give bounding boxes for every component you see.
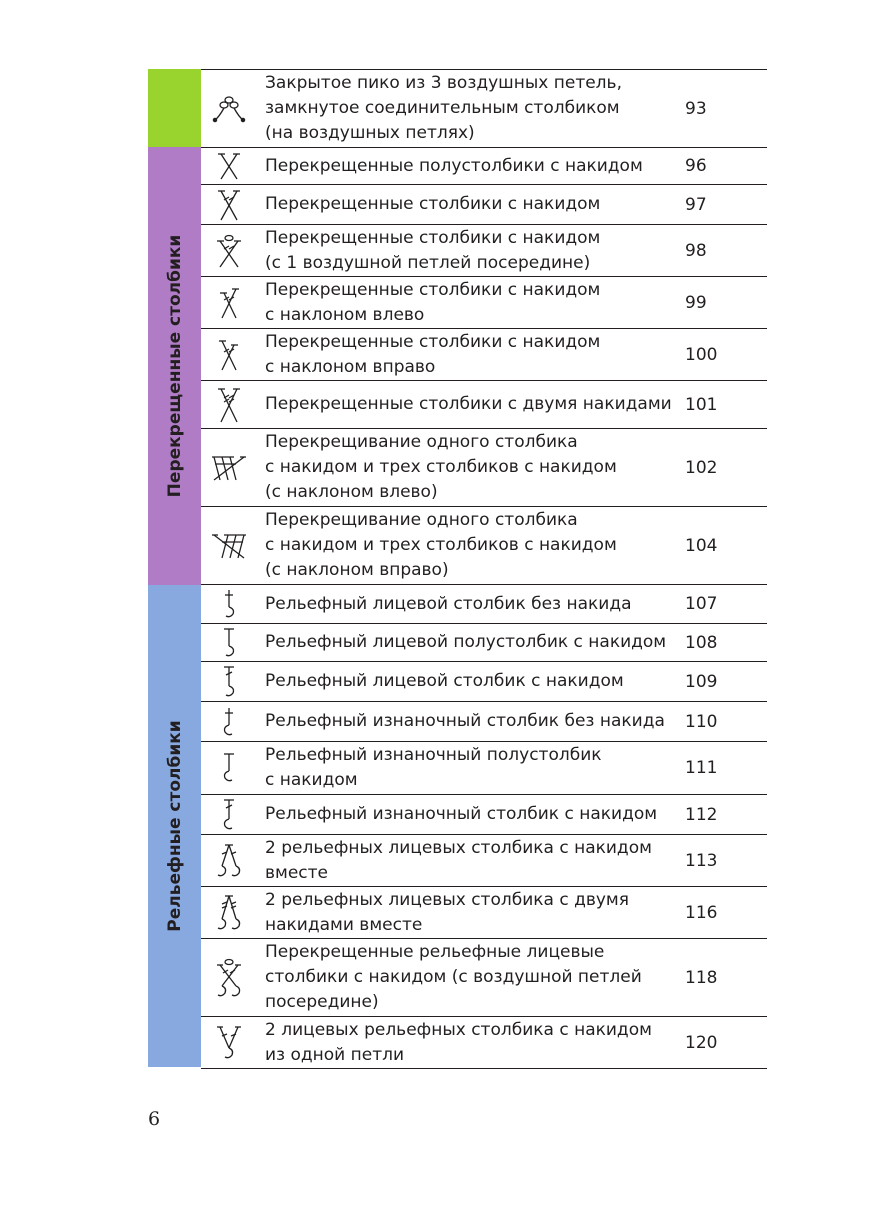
section-band-crossed — [148, 147, 201, 585]
stitch-name: Перекрещивание одного столбика с накидом и трех столбиков с накидом (с наклоном вправо) — [265, 510, 617, 580]
page-ref: 107 — [685, 594, 718, 614]
front-post-half-double-icon — [201, 624, 257, 661]
page-ref: 93 — [685, 98, 707, 119]
page-ref: 118 — [685, 967, 718, 988]
stitch-name: 2 лицевых рельефных столбика с накидом из одной петли — [265, 1019, 652, 1065]
table-row — [201, 585, 767, 624]
section-label-crossed: Перекрещенные столбики — [164, 234, 185, 498]
stitch-name: Перекрещенные столбики с накидом — [265, 194, 601, 214]
page-ref: 101 — [685, 394, 718, 415]
stitch-name: Рельефный изнаночный столбик с накидом — [265, 804, 658, 824]
table-row — [201, 624, 767, 662]
stitch-name: Перекрещенные столбики с накидом с наклоном вправо — [265, 331, 601, 377]
table-row — [201, 277, 767, 329]
stitch-name: Рельефный лицевой столбик без накида — [265, 593, 632, 614]
table-row — [201, 429, 767, 507]
stitch-name: Перекрещенные полустолбики с накидом — [265, 155, 643, 176]
stitch-name: Рельефный лицевой столбик с накидом — [265, 671, 624, 691]
page-ref: 111 — [685, 758, 718, 778]
table-row — [201, 185, 767, 225]
crossed-treble-crochet-icon — [201, 381, 257, 428]
page-ref: 112 — [685, 804, 718, 825]
table-row — [201, 1017, 767, 1069]
stitch-name: 2 рельефных лицевых столбика с накидом вместе — [265, 837, 652, 883]
crossed-double-crochet-right-icon — [201, 329, 257, 380]
stitch-name: Перекрещенные столбики с накидом (с 1 воздушной петлей посередине) — [265, 227, 601, 273]
table-row — [201, 225, 767, 277]
stitch-name: Перекрещенные столбики с двумя накидами — [265, 394, 672, 414]
table-row — [201, 381, 767, 429]
page-ref: 116 — [685, 902, 718, 923]
table-row — [201, 939, 767, 1017]
table-row — [201, 70, 767, 148]
page-ref: 99 — [685, 292, 707, 313]
table-row — [201, 835, 767, 887]
section-band-green — [148, 69, 201, 147]
two-front-post-together-icon — [201, 835, 257, 886]
stitch-name: Рельефный изнаночный полустолбик с накидом — [265, 745, 602, 790]
page-ref: 100 — [685, 344, 718, 365]
crossed-half-double-crochet-icon — [201, 148, 257, 184]
crossed-front-post-chain-icon — [201, 939, 257, 1016]
stitch-name: Перекрещенные рельефные лицевые столбики с накидом (с воздушной петлей посередине) — [265, 942, 642, 1012]
table-row — [201, 507, 767, 585]
page-ref: 108 — [685, 632, 718, 653]
page-ref: 109 — [685, 671, 718, 692]
two-front-post-treble-together-icon — [201, 887, 257, 938]
closed-picot-icon — [201, 70, 257, 147]
page-ref: 113 — [685, 850, 718, 871]
stitch-name: Закрытое пико из 3 воздушных петель, замкнутое соединительным столбиком (на воздушных петлях) — [265, 73, 622, 143]
table-row — [201, 329, 767, 381]
section-label-relief: Рельефные столбики — [164, 720, 185, 932]
page-ref: 120 — [685, 1032, 718, 1053]
table-row — [201, 742, 767, 795]
table-row — [201, 887, 767, 939]
back-post-single-crochet-icon — [201, 702, 257, 741]
table-row — [201, 662, 767, 702]
table-row — [201, 148, 767, 185]
table-row — [201, 795, 767, 835]
page-ref: 97 — [685, 194, 707, 215]
stitch-index-table — [201, 69, 767, 1069]
page-ref: 110 — [685, 711, 718, 732]
one-over-three-right-icon — [201, 507, 257, 584]
stitch-name: 2 рельефных лицевых столбика с двумя накидами вместе — [265, 889, 629, 935]
page-ref: 104 — [685, 535, 718, 556]
stitch-name: Перекрещивание одного столбика с накидом и трех столбиков с накидом (с наклоном влево) — [265, 432, 617, 502]
page-number: 6 — [148, 1108, 161, 1130]
one-over-three-left-icon — [201, 429, 257, 506]
crossed-double-crochet-icon — [201, 185, 257, 224]
back-post-half-double-icon — [201, 742, 257, 794]
front-post-double-crochet-icon — [201, 662, 257, 701]
front-post-single-crochet-icon — [201, 585, 257, 623]
stitch-name: Рельефный лицевой полустолбик с накидом — [265, 632, 667, 652]
page-ref: 96 — [685, 156, 707, 176]
page-ref: 98 — [685, 240, 707, 261]
page-ref: 102 — [685, 457, 718, 478]
stitch-name: Рельефный изнаночный столбик без накида — [265, 711, 665, 731]
crossed-double-crochet-chain-icon — [201, 225, 257, 276]
back-post-double-crochet-icon — [201, 795, 257, 834]
stitch-name: Перекрещенные столбики с накидом с наклоном влево — [265, 279, 601, 325]
two-front-post-one-loop-icon — [201, 1017, 257, 1068]
section-band-relief — [148, 585, 201, 1067]
table-row — [201, 702, 767, 742]
crossed-double-crochet-left-icon — [201, 277, 257, 328]
